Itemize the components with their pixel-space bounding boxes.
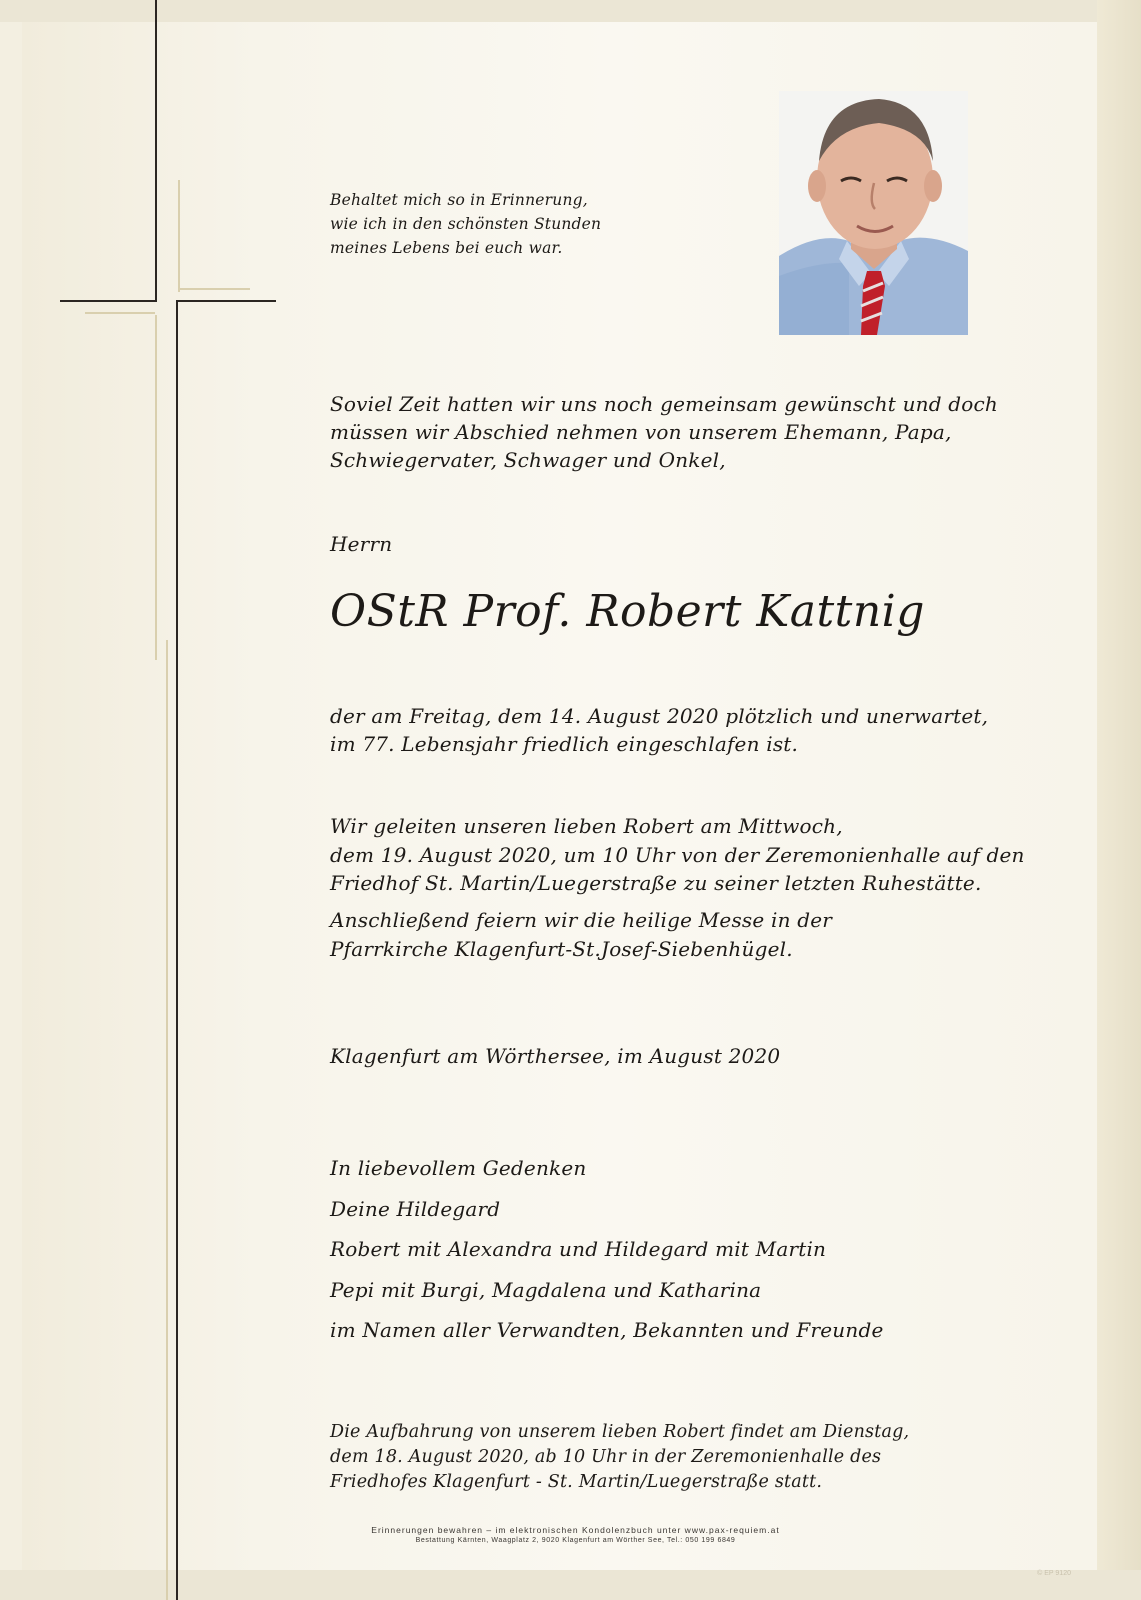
- wake-line: Friedhofes Klagenfurt - St. Martin/Luegerstraße statt.: [330, 1472, 823, 1492]
- funeral-line: Wir geleiten unseren lieben Robert am Mittwoch,: [330, 814, 843, 838]
- cross-line: [166, 640, 168, 1600]
- cross-line: [155, 315, 157, 660]
- memorial-verse: [330, 188, 601, 260]
- footer-condolence-link: Erinnerungen bewahren – im elektronischen Kondolenzbuch unter www.pax-requiem.at: [371, 1525, 780, 1535]
- cross-line: [176, 300, 276, 302]
- death-line: im 77. Lebensjahr friedlich eingeschlafen ist.: [330, 732, 799, 756]
- page-margin-bottom: [0, 1570, 1141, 1600]
- deceased-name: OStR Prof. Robert Kattnig: [330, 586, 925, 637]
- wake-line: dem 18. August 2020, ab 10 Uhr in der Zeremonienhalle des: [330, 1447, 882, 1467]
- wake-line: Die Aufbahrung von unserem lieben Robert findet am Dienstag,: [330, 1422, 910, 1442]
- mass-details: [330, 906, 832, 963]
- portrait-illustration: [779, 91, 968, 335]
- mourner-line: Robert mit Alexandra und Hildegard mit Martin: [330, 1237, 827, 1261]
- page-margin-right: [1097, 0, 1141, 1600]
- verse-line: wie ich in den schönsten Stunden: [330, 215, 602, 233]
- salutation: Herrn: [330, 532, 393, 556]
- cross-line: [60, 300, 157, 302]
- death-notice: [330, 702, 988, 758]
- cross-line: [176, 300, 178, 1600]
- document-code: © EP 9120: [1037, 1570, 1071, 1577]
- cross-line: [178, 180, 180, 292]
- mourners-list: [330, 1148, 884, 1351]
- funeral-details: [330, 812, 1025, 898]
- verse-line: Behaltet mich so in Erinnerung,: [330, 191, 588, 209]
- mourner-line: In liebevollem Gedenken: [330, 1156, 587, 1180]
- death-line: der am Freitag, dem 14. August 2020 plötzlich und unerwartet,: [330, 704, 989, 728]
- funeral-line: Friedhof St. Martin/Luegerstraße zu seiner letzten Ruhestätte.: [330, 871, 982, 895]
- intro-text: [330, 390, 998, 474]
- mourner-line: im Namen aller Verwandten, Bekannten und Freunde: [330, 1318, 884, 1342]
- mourner-line: Deine Hildegard: [330, 1196, 501, 1221]
- mass-line: Pfarrkirche Klagenfurt-St.Josef-Siebenhügel.: [330, 936, 793, 961]
- footer-address: Bestattung Kärnten, Waagplatz 2, 9020 Klagenfurt am Wörther See, Tel.: 050 199 6849: [415, 1537, 736, 1544]
- intro-line: müssen wir Abschied nehmen von unserem Ehemann, Papa,: [330, 420, 952, 444]
- cross-line: [85, 312, 155, 314]
- page-margin-top: [0, 0, 1141, 22]
- intro-line: Schwiegervater, Schwager und Onkel,: [330, 448, 726, 472]
- intro-line: Soviel Zeit hatten wir uns noch gemeinsam gewünscht und doch: [330, 392, 999, 416]
- verse-line: meines Lebens bei euch war.: [330, 239, 563, 257]
- mourner-line: Pepi mit Burgi, Magdalena und Katharina: [330, 1277, 762, 1302]
- cross-line: [180, 288, 250, 290]
- mass-line: Anschließend feiern wir die heilige Messe in der: [330, 908, 833, 932]
- funeral-line: dem 19. August 2020, um 10 Uhr von der Zeremonienhalle auf den: [330, 842, 1025, 867]
- place-date: Klagenfurt am Wörthersee, im August 2020: [330, 1044, 781, 1068]
- wake-details: [330, 1420, 909, 1495]
- portrait-photo: [779, 91, 968, 335]
- cross-line: [155, 0, 157, 302]
